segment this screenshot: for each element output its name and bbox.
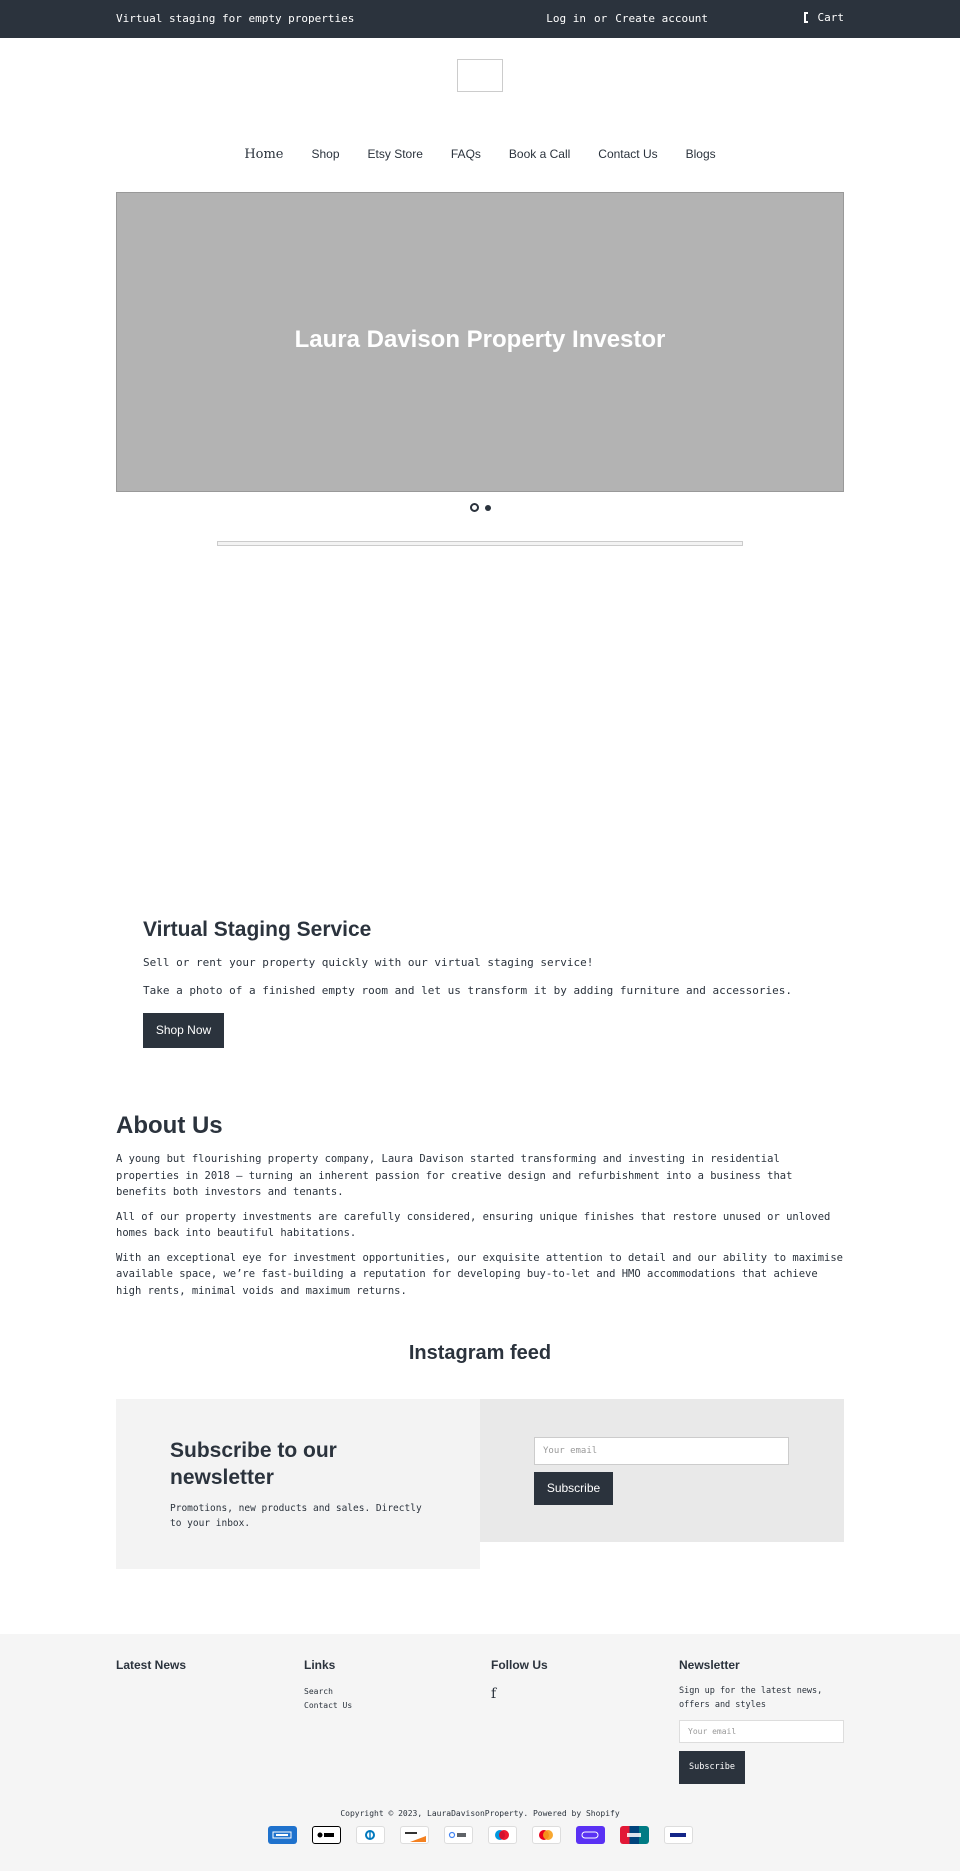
nav-item-faqs[interactable]: FAQs (450, 147, 481, 161)
footer-follow-us (491, 1658, 548, 1702)
instagram-heading: Instagram feed (408, 1342, 552, 1364)
footer-link-search[interactable]: Search (304, 1687, 333, 1696)
nav-item-etsy-store[interactable]: Etsy Store (367, 147, 423, 161)
newsletter-heading: Subscribe to our newsletter (170, 1439, 337, 1489)
footer-links (304, 1658, 352, 1713)
footer-newsletter-heading: Newsletter (679, 1658, 740, 1672)
google-pay-icon (444, 1826, 473, 1844)
slideshow-dots (0, 503, 960, 512)
top-bar (0, 0, 960, 38)
mastercard-icon (532, 1826, 561, 1844)
hero-slideshow[interactable] (116, 192, 844, 492)
discover-icon (400, 1826, 429, 1844)
facebook-icon[interactable]: f (491, 1686, 497, 1702)
about-section (116, 1112, 848, 1299)
nav-item-contact-us[interactable]: Contact Us (598, 147, 658, 161)
or-text: or (594, 12, 608, 25)
about-paragraph-1: A young but flourishing property company, Laura Davison started transforming and investing in residential properties in 2018 – turning an inherent passion for creative design and refurbishment into a business that benefits both investors and tenants. (116, 1153, 793, 1198)
footer-link-contact-us[interactable]: Contact Us (304, 1701, 353, 1710)
newsletter-subscribe-button[interactable]: Subscribe (534, 1472, 613, 1505)
nav-item-book-a-call[interactable]: Book a Call (508, 147, 571, 161)
footer-newsletter-text: Sign up for the latest news, offers and styles (679, 1686, 823, 1710)
latest-news-heading: Latest News (116, 1658, 187, 1672)
maestro-icon (488, 1826, 517, 1844)
nav-item-shop[interactable]: Shop (311, 147, 340, 161)
section-divider (217, 541, 743, 546)
about-heading: About Us (116, 1112, 223, 1139)
nav-item-home[interactable]: Home (244, 147, 284, 162)
create-account-link[interactable]: Create account (615, 12, 708, 25)
store-logo[interactable] (457, 59, 503, 92)
about-paragraph-3: With an exceptional eye for investment opportunities, our exquisite attention to detail and our ability to maximise available space, we’re fast-building a reputation for developing buy-to-let and HMO accommodations that achieve high rents, minimal voids and maximum returns. (116, 1251, 843, 1297)
login-link[interactable]: Log in (546, 12, 587, 25)
payment-icons (0, 1826, 960, 1844)
footer-subscribe-button[interactable]: Subscribe (679, 1751, 745, 1784)
slide-dot-2[interactable] (485, 505, 491, 511)
nav-item-blogs[interactable]: Blogs (685, 147, 716, 161)
staging-heading: Virtual Staging Service (143, 918, 372, 941)
amex-icon (268, 1826, 297, 1844)
union-pay-icon (620, 1826, 649, 1844)
cart-label: Cart (817, 11, 844, 24)
shop-pay-icon (576, 1826, 605, 1844)
about-paragraph-2: All of our property investments are carefully considered, ensuring unique finishes that restore unused or unloved homes back into beautiful habitations. (116, 1210, 831, 1239)
hero-title: Laura Davison Property Investor (294, 326, 666, 353)
visa-icon (664, 1826, 693, 1844)
slide-dot-1[interactable] (470, 503, 479, 512)
follow-us-heading: Follow Us (491, 1658, 548, 1672)
footer-latest-news (116, 1658, 186, 1672)
staging-text-2: Take a photo of a finished empty room and let us transform it by adding furniture and accessories. (143, 984, 793, 997)
links-heading: Links (304, 1658, 336, 1672)
tagline: Virtual staging for empty properties (116, 12, 355, 25)
footer-email-input[interactable]: Your email (679, 1720, 844, 1743)
main-nav (0, 147, 960, 162)
cart-icon (804, 12, 808, 23)
newsletter-intro (116, 1399, 480, 1569)
account-links (538, 12, 708, 25)
newsletter-form (480, 1399, 844, 1542)
footer-newsletter (679, 1658, 849, 1784)
apple-pay-icon (312, 1826, 341, 1844)
site-footer (0, 1634, 960, 1871)
diners-club-icon (356, 1826, 385, 1844)
cart-link[interactable] (804, 11, 845, 24)
copyright-text: Copyright © 2023, LauraDavisonProperty. Powered by Shopify (340, 1809, 620, 1818)
newsletter-email-input[interactable]: Your email (534, 1437, 789, 1465)
virtual-staging-section (143, 918, 843, 1037)
newsletter-text: Promotions, new products and sales. Directly to your inbox. (170, 1503, 422, 1529)
staging-text-1: Sell or rent your property quickly with our virtual staging service! (143, 956, 594, 969)
shop-now-button[interactable]: Shop Now (143, 1013, 224, 1048)
